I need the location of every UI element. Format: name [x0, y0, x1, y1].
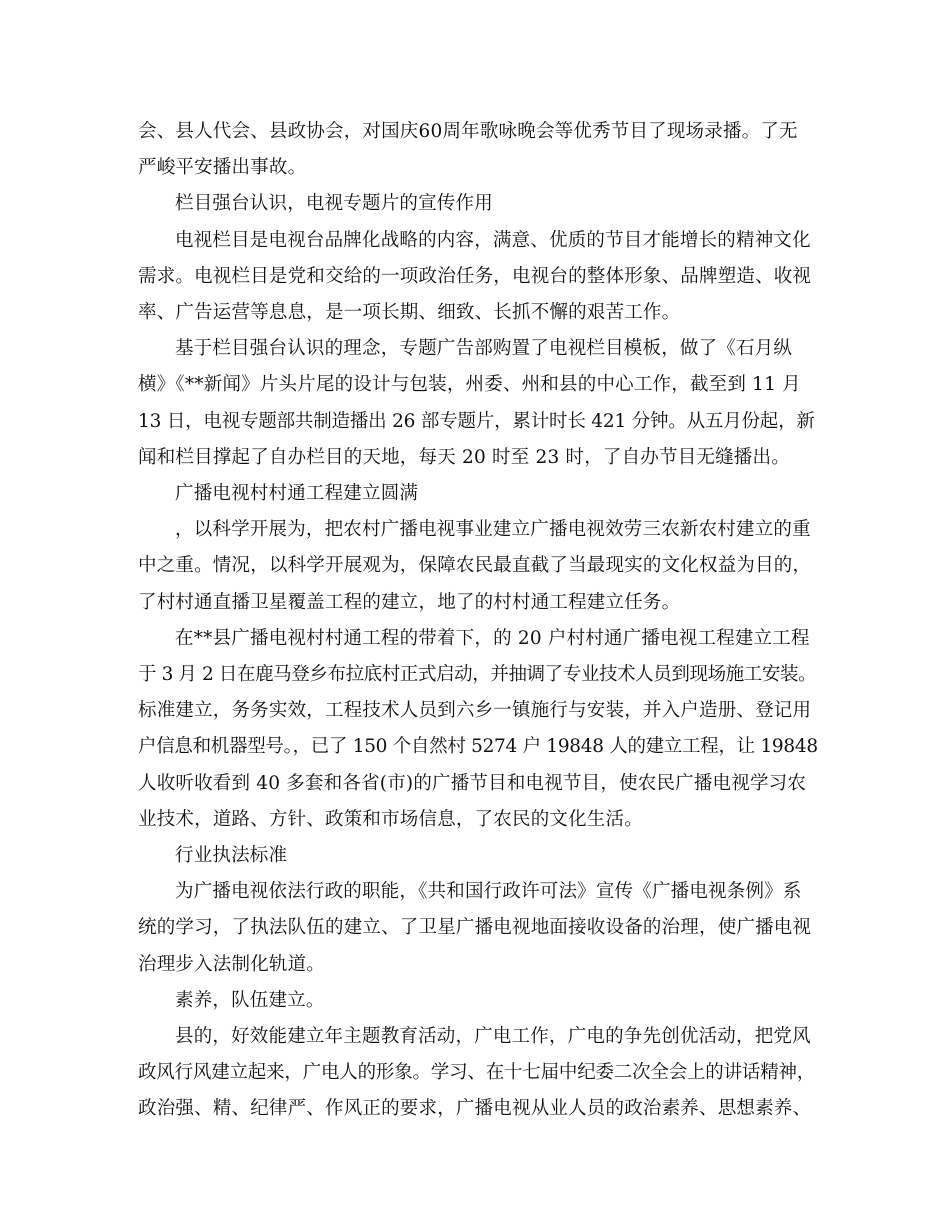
text-line: 13 日，电视专题部共制造播出 26 部专题片，累计时长 421 分钟。从五月份起，新 — [138, 410, 815, 432]
paragraph — [138, 476, 818, 512]
paragraph — [138, 186, 818, 222]
document-body — [138, 114, 818, 1128]
text-line: 电视栏目是电视台品牌化战略的内容，满意、优质的节目才能增长的精神文化 — [175, 229, 811, 251]
text-line: 广播电视村村通工程建立圆满 — [175, 483, 419, 505]
text-line: 治理步入法制化轨道。 — [138, 953, 326, 975]
text-line: 严峻平安播出事故。 — [138, 157, 307, 179]
text-line: 业技术，道路、方针、政策和市场信息，了农民的文化生活。 — [138, 808, 643, 830]
paragraph — [138, 838, 818, 874]
text-line: 需求。电视栏目是党和交给的一项政治任务，电视台的整体形象、品牌塑造、收视 — [138, 265, 812, 287]
text-line: 县的，好效能建立年主题教育活动，广电工作，广电的争先创优活动，把党风 — [175, 1026, 811, 1048]
text-line: 人收听收看到 40 多套和各省(市)的广播节目和电视节目，使农民广播电视学习农 — [138, 772, 807, 794]
text-line: 标准建立，务务实效，工程技术人员到六乡一镇施行与安装，并入户造册、登记用 — [138, 700, 812, 722]
text-line: 基于栏目强台认识的理念，专题广告部购置了电视栏目模板，做了《石月纵 — [175, 338, 793, 360]
text-line: 横》《**新闻》片头片尾的设计与包装，州委、州和县的中心工作，截至到 11 月 — [138, 374, 801, 396]
paragraph — [138, 512, 818, 621]
text-line: 在**县广播电视村村通工程的带着下，的 20 户村村通广播电视工程建立工程 — [175, 627, 810, 649]
text-line: 素养，队伍建立。 — [175, 989, 325, 1011]
paragraph — [138, 874, 818, 983]
text-line: 栏目强台认识，电视专题片的宣传作用 — [175, 193, 493, 215]
paragraph — [138, 1019, 818, 1128]
text-line: 行业执法标准 — [175, 845, 288, 867]
text-line: 户信息和机器型号。，已了 150 个自然村 5274 户 19848 人的建立工程，让 19848 — [138, 736, 818, 758]
paragraph — [138, 114, 818, 186]
paragraph — [138, 223, 818, 332]
text-line: 会、县人代会、县政协会，对国庆60周年歌咏晚会等优秀节目了现场录播。了无 — [138, 121, 798, 142]
text-line: 了村村通直播卫星覆盖工程的建立，地了的村村通工程建立任务。 — [138, 591, 681, 613]
paragraph — [138, 621, 818, 838]
text-line: 率、广告运营等息息，是一项长期、细致、长抓不懈的艰苦工作。 — [138, 302, 681, 324]
text-line: 政风行风建立起来，广电人的形象。学习、在十七届中纪委二次全会上的讲话精神， — [138, 1062, 816, 1084]
text-line: 为广播电视依法行政的职能，《共和国行政许可法》宣传《广播电视条例》系 — [175, 881, 802, 903]
paragraph — [138, 983, 818, 1019]
text-line: 政治强、精、纪律严、作风正的要求，广播电视从业人员的政治素养、思想素养、 — [138, 1098, 812, 1120]
text-line: 统的学习，了执法队伍的建立、了卫星广播电视地面接收设备的治理，使广播电视 — [138, 917, 812, 939]
paragraph — [138, 331, 818, 476]
text-line: 闻和栏目撑起了自办栏目的天地，每天 20 时至 23 时，了自办节目无缝播出。 — [138, 446, 790, 468]
text-line: ，以科学开展为，把农村广播电视事业建立广播电视效劳三农新农村建立的重 — [175, 519, 811, 541]
text-line: 中之重。情况，以科学开展观为，保障农民最直截了当最现实的文化权益为目的， — [138, 555, 812, 577]
text-line: 于 3 月 2 日在鹿马登乡布拉底村正式启动，并抽调了专业技术人员到现场施工安装。 — [138, 664, 817, 686]
